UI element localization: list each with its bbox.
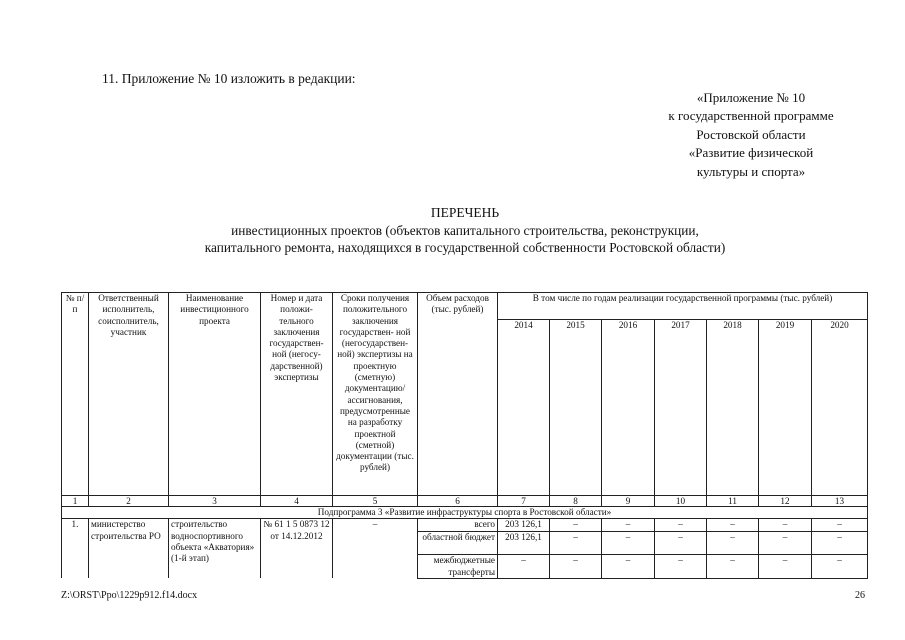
column-number: 1: [62, 496, 89, 507]
header-expenses: Объем расходов (тыс. рублей): [418, 293, 498, 496]
column-number: 5: [333, 496, 418, 507]
appendix-heading: [640, 89, 862, 181]
value-cell: –: [759, 555, 812, 579]
value-cell: –: [707, 532, 759, 555]
value-cell: –: [759, 519, 812, 532]
column-number: 3: [169, 496, 261, 507]
title-line: инвестиционных проектов (объектов капитального строительства, реконструкции,: [231, 222, 699, 238]
value-cell: –: [812, 519, 868, 532]
value-cell: –: [602, 519, 655, 532]
column-number: 8: [550, 496, 602, 507]
title-main: ПЕРЕЧЕНЬ: [430, 205, 500, 220]
page-number: 26: [855, 590, 865, 601]
column-number: 7: [498, 496, 550, 507]
value-cell: –: [812, 555, 868, 579]
source-label: всего: [418, 519, 498, 532]
file-path: Z:\ORST\Ppo\1229p912.f14.docx: [61, 590, 198, 601]
column-number: 6: [418, 496, 498, 507]
column-number: 11: [707, 496, 759, 507]
appendix-line: культуры и спорта»: [696, 163, 806, 179]
source-label: областной бюджет: [418, 532, 498, 555]
title-line: капитального ремонта, находящихся в государственной собственности Ростовской области): [204, 240, 726, 255]
value-cell: –: [602, 532, 655, 555]
header-deadline: Сроки получения положительного заключения государствен- ной (негосударствен- ной) экспертизы на проектную (сметную) документацию/ ассигнования, предусмотренные на разработку проектной (сметной) документации (тыс. рублей): [333, 293, 418, 496]
value-cell: –: [550, 519, 602, 532]
header-by-years: В том числе по годам реализации государственной программы (тыс. рублей): [498, 293, 868, 320]
value-cell: –: [602, 555, 655, 579]
column-number: 2: [89, 496, 169, 507]
header-year: 2015: [550, 320, 602, 496]
value-cell: –: [655, 519, 707, 532]
row-expertise: № 61 1 5 0873 12 от 14.12.2012: [261, 519, 333, 579]
appendix-line: Ростовской области: [696, 126, 806, 142]
value-cell: 203 126,1: [498, 532, 550, 555]
header-year: 2018: [707, 320, 759, 496]
header-year: 2017: [655, 320, 707, 496]
investment-projects-table: [61, 292, 868, 579]
row-project: строительство водноспортивного объекта «Акватория» (1-й этап): [169, 519, 261, 579]
value-cell: –: [498, 555, 550, 579]
value-cell: 203 126,1: [498, 519, 550, 532]
column-number: 12: [759, 496, 812, 507]
column-number: 4: [261, 496, 333, 507]
row-deadline: –: [333, 519, 418, 579]
value-cell: –: [550, 532, 602, 555]
value-cell: –: [759, 532, 812, 555]
amendment-line: 11. Приложение № 10 изложить в редакции:: [102, 71, 356, 86]
header-executor: Ответственный исполнитель, соисполнитель, участник: [89, 293, 169, 496]
appendix-line: к государственной программе: [668, 108, 834, 124]
header-year: 2020: [812, 320, 868, 496]
value-cell: –: [655, 532, 707, 555]
value-cell: –: [550, 555, 602, 579]
header-year: 2016: [602, 320, 655, 496]
column-number: 13: [812, 496, 868, 507]
value-cell: –: [812, 532, 868, 555]
header-num: № п/п: [62, 293, 89, 496]
value-cell: –: [707, 555, 759, 579]
header-project: Наименование инвестиционного проекта: [169, 293, 261, 496]
value-cell: –: [707, 519, 759, 532]
header-expertise: Номер и дата положи- тельного заключения государствен- ной (негосу- дарственной) экспертизы: [261, 293, 333, 496]
document-title: [140, 204, 790, 257]
subprogram-row: Подпрограмма 3 «Развитие инфраструктуры спорта в Ростовской области»: [62, 507, 868, 519]
header-year: 2014: [498, 320, 550, 496]
row-num: 1.: [62, 519, 89, 579]
source-label: межбюджетные трансферты: [418, 555, 498, 579]
value-cell: –: [655, 555, 707, 579]
appendix-line: «Развитие физической: [688, 145, 814, 161]
column-number: 10: [655, 496, 707, 507]
appendix-line: «Приложение № 10: [696, 90, 806, 105]
column-number: 9: [602, 496, 655, 507]
header-year: 2019: [759, 320, 812, 496]
row-executor: министерство строительства РО: [89, 519, 169, 579]
